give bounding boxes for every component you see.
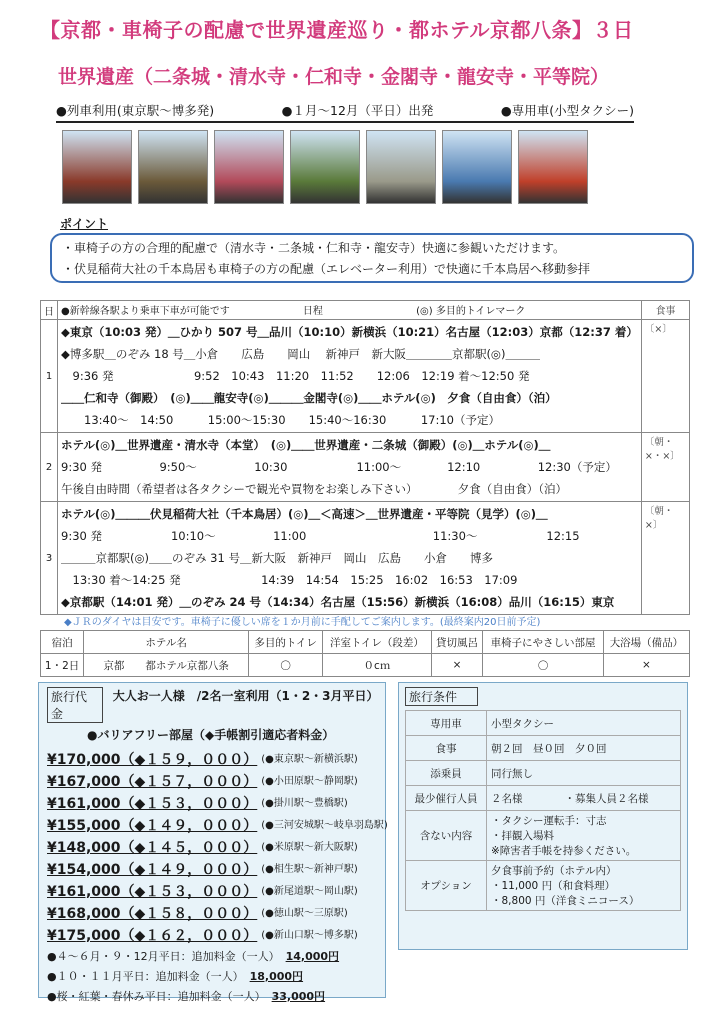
- schedule-line: 13:40～ 14:50 15:00～15:30 15:40～16:30 17:10（予定）: [61, 413, 500, 427]
- schedule-line: ◆京都駅（14:01 発）＿のぞみ 24 号（14:34）名古屋（15:56）新横浜（16:08）品川（16:15）東京: [61, 595, 615, 609]
- toilet-header: 多目的トイレ: [249, 631, 323, 654]
- terms-value-line: 朝２回 昼０回 夕０回: [491, 742, 607, 755]
- terms-key: 食事: [406, 736, 487, 761]
- schedule-line: ◆博多駅＿のぞみ 18 号＿小倉 広島 岡山 新神戸 新大阪＿＿＿＿京都駅(◎)＿＿＿: [61, 347, 540, 361]
- terms-value: [487, 736, 681, 761]
- day-3-row: [41, 502, 690, 615]
- western-toilet-value: ０cｍ: [323, 654, 432, 677]
- departure-range: (●新山口駅～博多駅): [261, 930, 358, 941]
- surcharge-label: ●１０・１１月平日：追加料金（一人）: [47, 970, 244, 983]
- toilet-mark-legend: (◎) 多目的トイレマーク: [416, 306, 526, 317]
- day-header: 日: [41, 301, 58, 320]
- price-row: [47, 749, 377, 771]
- byodoin-photo: [442, 130, 512, 204]
- large-bath-value: ×: [603, 654, 689, 677]
- terms-row: [406, 786, 681, 811]
- schedule-line: 9:30 発 9:50～ 10:30 11:00～ 12:10 12:30（予定）: [61, 460, 617, 474]
- terms-row: [406, 736, 681, 761]
- rock-garden-photo: [366, 130, 436, 204]
- schedule-line: 9:36 発 9:52 10:43 11:20 11:52 12:06 12:19 着～12:50 発: [61, 369, 530, 383]
- price-amount: ¥168,000（◆１５８，０００）: [47, 906, 258, 922]
- price-row: [47, 837, 377, 859]
- price-subtitle: ●バリアフリー部屋（◆手帳割引適応者料金）: [87, 728, 335, 742]
- schedule-header: [58, 301, 642, 320]
- price-amount: ¥170,000（◆１５９，０００）: [47, 752, 258, 768]
- day-number: 3: [41, 502, 58, 615]
- schedule-line: ホテル(◎)＿＿＿伏見稲荷大社（千本鳥居）(◎)＿＜高速＞＿世界遺産・平等院（見学）(◎)＿: [61, 507, 548, 521]
- point-item: ・車椅子の方の合理的配慮で（清水寺・二条城・仁和寺・龍安寺）快適に参観いただけます。: [62, 241, 566, 255]
- terms-value: [487, 861, 681, 911]
- price-row: [47, 793, 377, 815]
- terms-row: [406, 811, 681, 861]
- terms-box: [398, 682, 688, 950]
- accommodation-header-row: [41, 631, 690, 654]
- schedule-line: ◆東京（10:03 発）＿ひかり 507 号＿品川（10:10）新横浜（10:21）名古屋（12:03）京都（12:37 着）: [61, 325, 638, 339]
- torii-photo: [518, 130, 588, 204]
- departure-range: (●掛川駅～豊橋駅): [261, 798, 348, 809]
- schedule-line: 午後自由時間（希望者は各タクシーで観光や買物をお楽しみ下さい） 夕食（自由食）（泊）: [61, 482, 567, 496]
- hotel-name: 京都 都ホテル京都八条: [84, 654, 249, 677]
- jr-schedule-note: ◆ＪＲのダイヤは目安です。車椅子に優しい席を１か月前に手配してご案内します。(最終案内20日前予定): [64, 617, 541, 628]
- terms-value-line: ・タクシー運転手：寸志: [491, 815, 607, 827]
- price-amount: ¥161,000（◆１５３，０００）: [47, 884, 258, 900]
- day-3-schedule: [58, 502, 642, 615]
- schedule-label: 日程: [302, 306, 323, 317]
- price-amount: ¥154,000（◆１４９，０００）: [47, 862, 258, 878]
- price-amount: ¥155,000（◆１４９，０００）: [47, 818, 258, 834]
- stay-header: 宿泊: [41, 631, 84, 654]
- day-number: 1: [41, 320, 58, 433]
- price-amount: ¥175,000（◆１６２，０００）: [47, 928, 258, 944]
- condition-departure: ●１月～12月（平日）出発: [281, 103, 434, 118]
- terms-value-line: 小型タクシー: [491, 717, 554, 730]
- departure-range: (●三河安城駅～岐阜羽島駅): [261, 820, 388, 831]
- terms-label: 旅行条件: [405, 687, 478, 706]
- wheelchair-room-value: 〇: [483, 654, 604, 677]
- terms-table: [405, 710, 681, 911]
- surcharge-label: ●４～６月・９・12月平日：追加料金（一人）: [47, 950, 280, 963]
- price-amount: ¥161,000（◆１５３，０００）: [47, 796, 258, 812]
- terms-row: [406, 711, 681, 736]
- terms-value: [487, 811, 681, 861]
- departure-range: (●徳山駅～三原駅): [261, 908, 348, 919]
- departure-range: (●相生駅～新神戸駅): [261, 864, 358, 875]
- price-row: [47, 925, 377, 947]
- large-bath-header: 大浴場（備品）: [603, 631, 689, 654]
- condition-train: ●列車利用(東京駅～博多発): [56, 103, 215, 118]
- point-box: [50, 233, 694, 283]
- terms-key: 添乗員: [406, 761, 487, 786]
- meal-cell: 〔×〕: [641, 320, 689, 433]
- terms-value-line: 夕食事前予約（ホテル内）: [491, 865, 617, 877]
- shinkansen-note: ●新幹線各駅より乗車下車が可能です: [61, 306, 230, 317]
- surcharge-row: [47, 987, 377, 1007]
- kinkakuji-photo: [290, 130, 360, 204]
- price-amount: ¥167,000（◆１５７，０００）: [47, 774, 258, 790]
- tour-title: 【京都・車椅子の配慮で世界遺産巡り・都ホテル京都八条】３日: [40, 18, 634, 42]
- surcharge-row: [47, 967, 377, 987]
- itinerary-header-row: [41, 301, 690, 320]
- terms-value-line: ・11,000 円（和食料理）: [491, 880, 616, 892]
- terms-key: オプション: [406, 861, 487, 911]
- schedule-line: 9:30 発 10:10～ 11:00 11:30～ 12:15: [61, 529, 580, 543]
- meal-cell: 〔朝・×・×〕: [641, 433, 689, 502]
- day-2-schedule: [58, 433, 642, 502]
- terms-value-line: ・8,800 円（洋食ミニコース）: [491, 895, 640, 907]
- schedule-line: ホテル(◎)＿世界遺産・清水寺（本堂） (◎)＿＿世界遺産・二条城（御殿）(◎)＿ホテル(◎)＿: [61, 438, 551, 452]
- terms-row: [406, 861, 681, 911]
- meal-cell: 〔朝・×〕: [641, 502, 689, 615]
- schedule-line: 13:30 着～14:25 発 14:39 14:54 15:25 16:02 16:53 17:09: [61, 573, 518, 587]
- point-item: ・伏見稲荷大社の千本鳥居も車椅子の方の配慮（エレベーター利用）で快適に千本鳥居へ移動参拝: [62, 262, 591, 276]
- terms-value: [487, 761, 681, 786]
- surcharge-list: [47, 947, 377, 1007]
- price-list: [47, 749, 388, 947]
- day-1-schedule: [58, 320, 642, 433]
- price-box: [38, 682, 388, 1003]
- condition-vehicle: ●専用車(小型タクシー): [500, 103, 634, 118]
- terms-key: 最少催行人員: [406, 786, 487, 811]
- price-row: [47, 771, 377, 793]
- surcharge-amount: 33,000円: [271, 990, 326, 1003]
- day-number: 2: [41, 433, 58, 502]
- terms-value-line: ・拝観入場料: [491, 830, 554, 842]
- stay-days: 1・2日: [41, 654, 84, 677]
- point-heading: ポイント: [60, 217, 109, 231]
- photo-strip: [62, 130, 588, 204]
- western-toilet-header: 洋室トイレ（段差）: [323, 631, 432, 654]
- price-row: [47, 903, 377, 925]
- price-row: [47, 881, 377, 903]
- terms-value-line: ２名様 ・募集人員２名様: [491, 792, 649, 805]
- price-header: [47, 687, 377, 723]
- day-1-row: [41, 320, 690, 433]
- terms-key: 含ない内容: [406, 811, 487, 861]
- pagoda-photo: [62, 130, 132, 204]
- terms-row: [406, 761, 681, 786]
- toilet-value: 〇: [249, 654, 323, 677]
- schedule-line: ＿＿＿京都駅(◎)＿＿のぞみ 31 号＿新大阪 新神戸 岡山 広島 小倉 博多: [61, 551, 493, 565]
- surcharge-label: ●桜・紅葉・春休み平日：追加料金（一人）: [47, 990, 266, 1003]
- terms-value: [487, 711, 681, 736]
- conditions-line: [56, 101, 634, 123]
- itinerary-table: [40, 300, 690, 615]
- terms-value: [487, 786, 681, 811]
- price-row: [47, 815, 388, 837]
- departure-range: (●小田原駅～静岡駅): [261, 776, 358, 787]
- meal-header: 食事: [641, 301, 689, 320]
- wheelchair-room-header: 車椅子にやさしい部屋: [483, 631, 604, 654]
- price-amount: ¥148,000（◆１４５，０００）: [47, 840, 258, 856]
- price-basis: 大人お一人様 /2名一室利用（1・2・3月平日）: [112, 689, 379, 703]
- departure-range: (●東京駅～新横浜駅): [261, 754, 358, 765]
- surcharge-amount: 14,000円: [285, 950, 340, 963]
- surcharge-row: [47, 947, 377, 967]
- departure-range: (●新尾道駅～岡山駅): [261, 886, 358, 897]
- accommodation-table: [40, 630, 690, 677]
- price-label: 旅行代金: [47, 687, 103, 723]
- accommodation-row: [41, 654, 690, 677]
- terms-value-line: 同行無し: [491, 767, 533, 780]
- surcharge-amount: 18,000円: [249, 970, 304, 983]
- day-2-row: [41, 433, 690, 502]
- departure-range: (●米原駅～新大阪駅): [261, 842, 358, 853]
- terms-key: 専用車: [406, 711, 487, 736]
- terms-value-line: ※障害者手帳を持参ください。: [491, 845, 637, 857]
- private-bath-value: ×: [431, 654, 483, 677]
- price-row: [47, 859, 377, 881]
- autumn-temple-photo: [214, 130, 284, 204]
- schedule-line: ＿＿仁和寺（御殿） (◎)＿＿龍安寺(◎)＿＿＿金閣寺(◎)＿＿ホテル(◎) 夕食（自由食）（泊）: [61, 391, 557, 405]
- private-bath-header: 貸切風呂: [431, 631, 483, 654]
- tour-subtitle: 世界遺産（二条城・清水寺・仁和寺・金閣寺・龍安寺・平等院）: [58, 66, 610, 88]
- castle-gate-photo: [138, 130, 208, 204]
- hotel-header: ホテル名: [84, 631, 249, 654]
